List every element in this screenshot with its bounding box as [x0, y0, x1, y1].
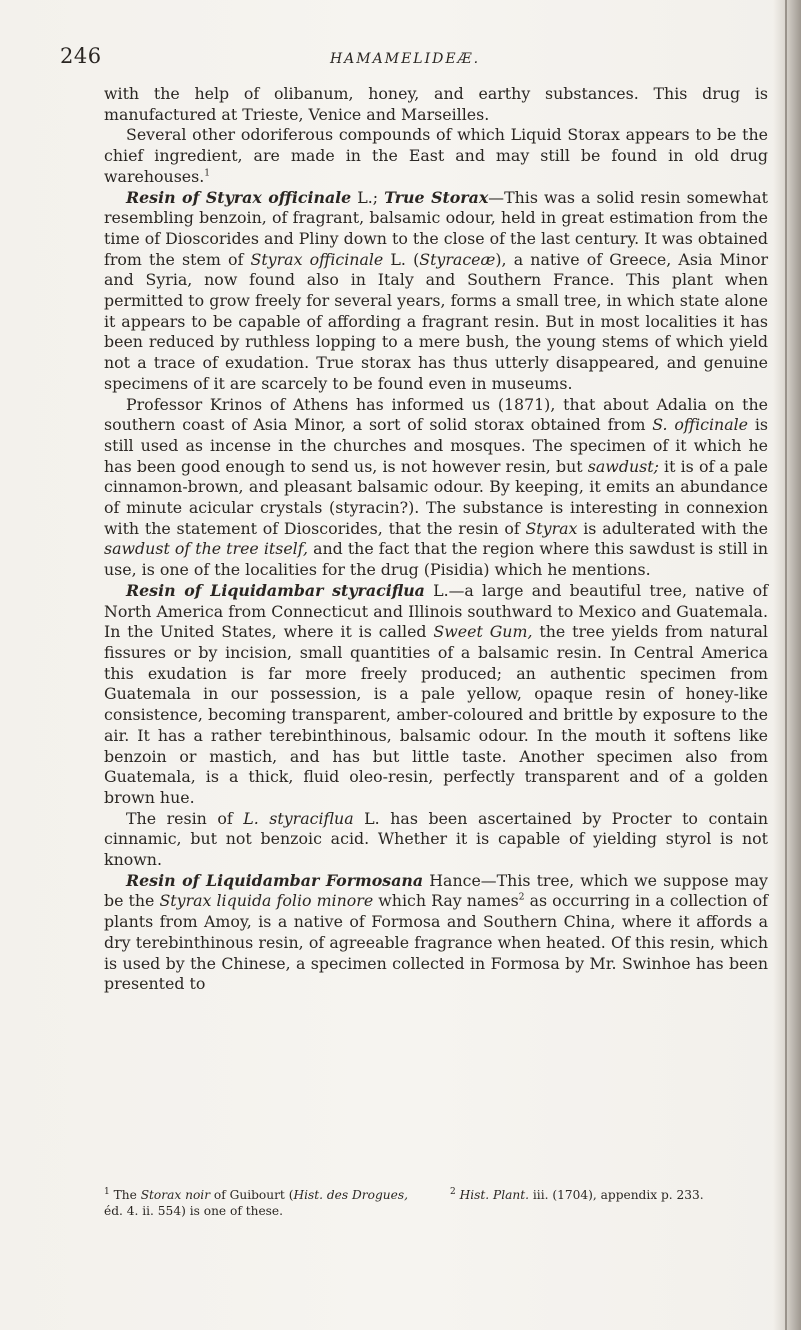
- paragraph-liquidambar-styraciflua: Resin of Liquidambar styraciflua L.—a large and beautiful tree, native of North America from Connecticut and Illinois southward to Mexico and Guatemala. In the United States, where it is called Sweet Gum, the tree yields from natural fissures or by incision, small quantities of a balsamic resin. In Central America this exudation is far more freely produced; an authentic specimen from Guatemala in our possession, is a pale yellow, opaque resin of honey-like consistence, becoming transparent, amber-coloured and brittle by exposure to the air. It has a rather terebinthinous, balsamic odour. In the mouth it softens like benzoin or mastich, and has but little taste. Another specimen also from Guatemala, is a thick, fluid oleo-resin, perfectly transparent and of a golden brown hue.: [104, 580, 768, 807]
- heading-true-storax: True Storax: [384, 187, 489, 207]
- page-edge-shadow: [773, 0, 801, 1330]
- footnote-ref-2: 2: [518, 893, 525, 904]
- paragraph-procter: The resin of L. styraciflua L. has been ascertained by Procter to contain cinnamic, but not benzoic acid. Whether it is capable of yielding styrol is not known.: [104, 808, 768, 870]
- paragraph-odoriferous-compounds: Several other odoriferous compounds of which Liquid Storax appears to be the chief ingredient, are made in the East and may still be found in old drug warehouses.$^1$: [104, 125, 768, 186]
- page-edge-line: [785, 0, 787, 1330]
- heading-resin-liquidambar-formosana: Resin of Liquidambar Formosana: [126, 870, 424, 890]
- heading-resin-styrax: Resin of Styrax officinale: [126, 187, 352, 207]
- footnote-2: $^2$ Hist. Plant. iii. (1704), appendix p. 233.: [450, 1186, 704, 1202]
- paragraph-styrax-officinale: Resin of Styrax officinale L.; True Storax—This was a solid resin somewhat resembling benzoin, of fragrant, balsamic odour, held in great estimation from the time of Dioscorides and Pliny down to the close of the last century. It was obtained from the stem of Styrax officinale L. (Styraceæ), a native of Greece, Asia Minor and Syria, now found also in Italy and Southern France. This plant when permitted to grow freely for several years, forms a small tree, in which state alone it appears to be capable of affording a fragrant resin. But in most localities it has been reduced by ruthless lopping to a mere bush, the young stems of which yield not a trace of exudation. True storax has thus utterly disappeared, and genuine specimens of it are scarcely to be found even in museums.: [104, 187, 769, 393]
- running-head: HAMAMELIDEÆ.: [329, 51, 481, 67]
- footnote-1: $^1$ The Storax noir of Guibourt (Hist. des Drogues, éd. 4. ii. 554) is one of these.: [104, 1186, 408, 1218]
- page-header: [60, 44, 750, 80]
- body-text: [104, 84, 768, 995]
- page-number: 246: [60, 44, 102, 68]
- footnotes: [104, 1187, 768, 1219]
- paragraph-liquidambar-formosana: Resin of Liquidambar Formosana Hance—This tree, which we suppose may be the Styrax liquida folio minore which Ray names$^2$ as occurring in a collection of plants from Amoy, is a native of Formosa and Southern China, where it affords a dry terebinthinous resin, of agreeable fragrance when heated. Of this resin, which is used by the Chinese, a specimen collected in Formosa by Mr. Swinhoe has been presented to: [104, 870, 769, 994]
- paragraph-intro: with the help of olibanum, honey, and earthy substances. This drug is manufactured at Trieste, Venice and Marseilles.: [104, 84, 768, 124]
- heading-resin-liquidambar-styraciflua: Resin of Liquidambar styraciflua: [126, 580, 425, 600]
- paragraph-professor-krinos: Professor Krinos of Athens has informed us (1871), that about Adalia on the southern coast of Asia Minor, a sort of solid storax obtained from S. officinale is still used as incense in the churches and mosques. The specimen of it which he has been good enough to send us, is not however resin, but sawdust; it is of a pale cinnamon-brown, and pleasant balsamic odour. By keeping, it emits an abundance of minute acicular crystals (styracin?). The substance is interesting in connexion with the statement of Dioscorides, that the resin of Styrax is adulterated with the sawdust of the tree itself, and the fact that the region where this sawdust is still in use, is one of the localities for the drug (Pisidia) which he mentions.: [104, 394, 768, 580]
- footnote-ref-1: 1: [204, 168, 211, 179]
